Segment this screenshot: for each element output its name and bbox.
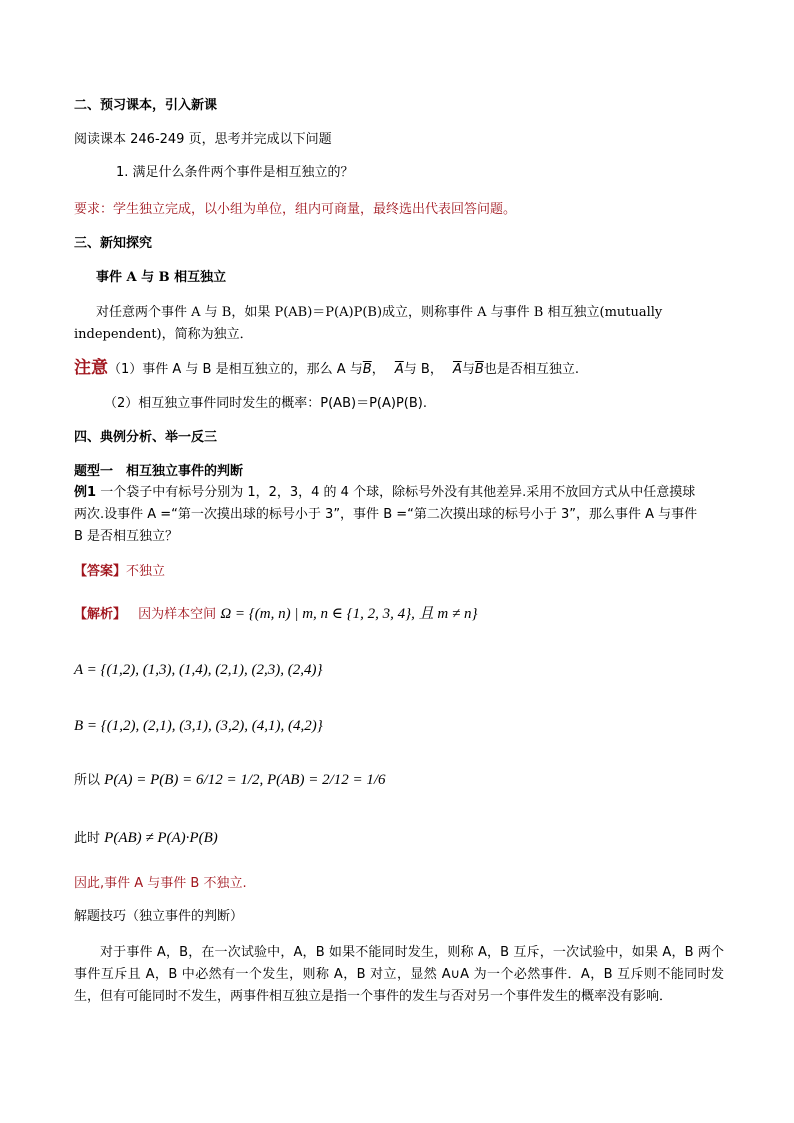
question-type-title: 题型一 相互独立事件的判断 bbox=[74, 464, 244, 479]
note-1 bbox=[74, 358, 724, 380]
analysis-text: 因为样本空间 bbox=[138, 607, 217, 622]
b-bar-symbol: $\overline{B}$ bbox=[362, 362, 372, 377]
note1-part-a: （1）事件 A 与 B 是相互独立的，那么 A 与 bbox=[108, 362, 363, 377]
probability-expression: P(A) = P(B) = 6/12 = 1/2, P(AB) = 2/12 = 1/6 bbox=[104, 772, 386, 788]
question-1: 1. 满足什么条件两个事件是相互独立的？ bbox=[116, 165, 354, 180]
example-line-1 bbox=[74, 483, 724, 503]
now-label: 此时 bbox=[74, 831, 101, 846]
b-bar-symbol: $\overline{B}$ bbox=[474, 362, 484, 377]
answer-line bbox=[74, 562, 724, 582]
example-line-3: B 是否相互独立？ bbox=[74, 529, 179, 544]
answer-text: 不独立 bbox=[126, 564, 166, 579]
note1-part-d: 与 bbox=[461, 362, 475, 377]
note-label: 注意 bbox=[74, 358, 108, 378]
inequality-expression: P(AB) ≠ P(A)·P(B) bbox=[104, 830, 218, 846]
subheading-independence: 事件 A 与 B 相互独立 bbox=[96, 270, 227, 285]
example-line-2: 两次.设事件 A =“第一次摸出球的标号小于 3”，事件 B =“第二次摸出球的标号小于 3”，那么事件 A 与事件 bbox=[74, 507, 698, 522]
analysis-line bbox=[74, 604, 724, 625]
note-2: （2）相互独立事件同时发生的概率：P(AB)＝P(A)P(B). bbox=[104, 396, 427, 411]
so-label: 所以 bbox=[74, 773, 101, 788]
requirement-text: 要求：学生独立完成，以小组为单位，组内可商量，最终选出代表回答问题。 bbox=[74, 202, 517, 217]
section4-heading: 四、典例分析、举一反三 bbox=[74, 430, 218, 445]
analysis-label: 【解析】 bbox=[74, 607, 127, 622]
now-line bbox=[74, 828, 724, 849]
set-a-expression: A = {(1,2), (1,3), (1,4), (2,1), (2,3), (2,4)} bbox=[74, 662, 323, 678]
sample-space-expression: Ω = {(m, n) | m, n ∈ {1, 2, 3, 4}, 且 m ≠ n} bbox=[220, 606, 478, 622]
section2-heading: 二、预习课本，引入新课 bbox=[74, 98, 218, 113]
note1-part-b: ， bbox=[371, 362, 385, 377]
a-bar-symbol: $\overline{A}$ bbox=[394, 362, 404, 377]
note1-part-c: 与 B， bbox=[403, 362, 443, 377]
tips-text: 对于事件 A，B，在一次试验中，A，B 如果不能同时发生，则称 A，B 互斥，一次试验中，如果 A，B 两个事件互斥且 A，B 中必然有一个发生，则称 A，B 对立，显然 A∪A 为一个必然事件．A，B 互斥则不能同时发生，但有可能同时不发生，两事件相互独立是指一个事件的发生与否对另一个事件发生的概率没有影响． bbox=[74, 945, 724, 1004]
definition-line-1: 对任意两个事件 A 与 B，如果 P(AB)＝P(A)P(B)成立，则称事件 A 与事件 B 相互独立(mutually bbox=[96, 305, 663, 320]
probability-line bbox=[74, 770, 724, 791]
answer-label: 【答案】 bbox=[74, 564, 127, 579]
example-label: 例1 bbox=[74, 485, 97, 500]
set-b-expression: B = {(1,2), (2,1), (3,1), (3,2), (4,1), (4,2)} bbox=[74, 718, 323, 734]
tips-title: 解题技巧（独立事件的判断） bbox=[74, 909, 244, 924]
reading-instruction: 阅读课本 246-249 页，思考并完成以下问题 bbox=[74, 132, 332, 147]
definition-line-2: independent)，简称为独立． bbox=[74, 327, 253, 342]
example-text-1: 一个袋子中有标号分别为 1，2，3，4 的 4 个球，除标号外没有其他差异.采用不放回方式从中任意摸球 bbox=[100, 485, 696, 500]
conclusion-text: 因此,事件 A 与事件 B 不独立. bbox=[74, 876, 247, 891]
note1-part-e: 也是否相互独立. bbox=[483, 362, 579, 377]
a-bar-symbol: $\overline{A}$ bbox=[452, 362, 462, 377]
section3-heading: 三、新知探究 bbox=[74, 236, 153, 251]
